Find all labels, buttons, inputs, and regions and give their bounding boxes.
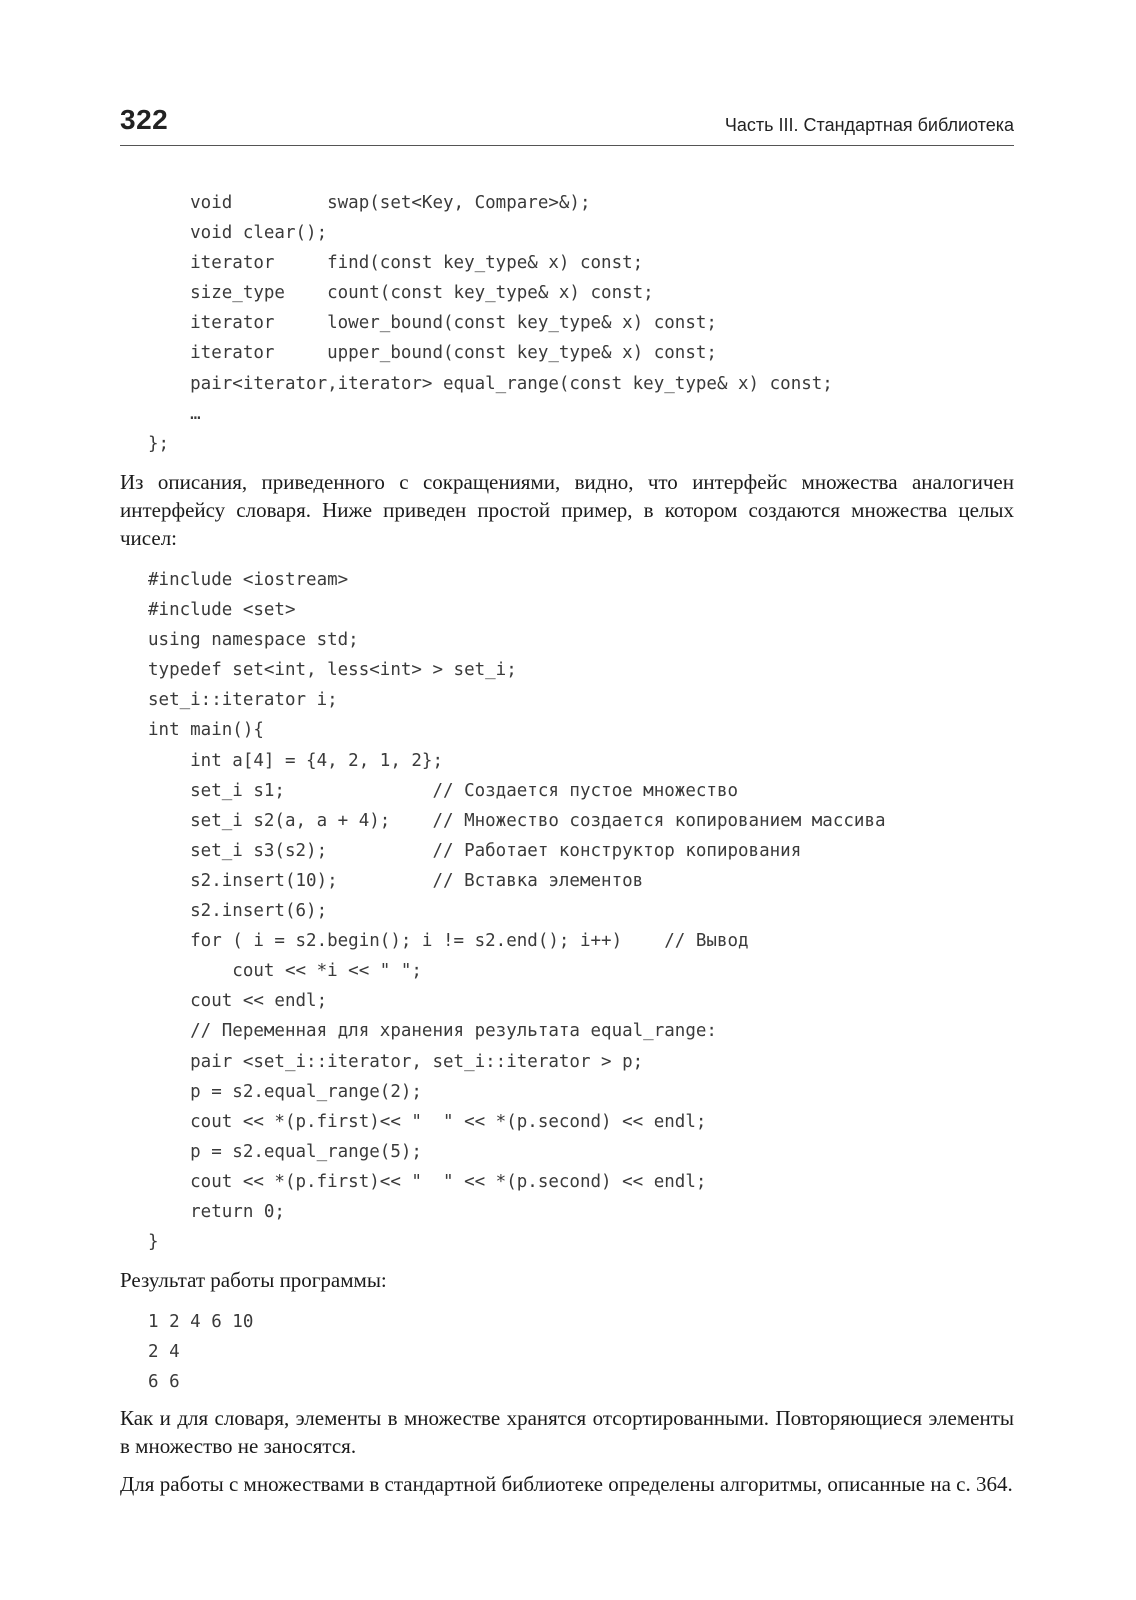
running-title: Часть III. Стандартная библиотека — [724, 115, 1014, 135]
code-block-program-output: 1 2 4 6 10 2 4 6 6 — [148, 1312, 254, 1393]
paragraph-result-label: Результат работы программы: — [120, 1268, 387, 1292]
code-block-example-program: #include <iostream> #include <set> using namespace std; typedef set<int, less<int> > set_i; set_i::iterator i; int main(){ int a[4] = {4, 2, 1, 2}; set_i s1; // Создается пустое множество set_i s2(a, a + 4); // Множество создается копированием массива set_i s3(s2); // Работает конструктор копирования s2.insert(10); // Вставка элементов s2.insert(6); for ( i = s2.begin(); i != s2.end(); i++) // Вывод cout << *i << " "; cout << endl; // Переменная для хранения результата equal_range: pair <set_i::iterator, set_i::iterator > p; p = s2.equal_range(2); cout << *(p.first)<< " " << *(p.second) << endl; p = s2.equal_range(5); cout << *(p.first)<< " " << *(p.second) << endl; return 0; } — [148, 570, 886, 1253]
header-divider — [120, 145, 1014, 146]
paragraph-algorithms-reference: Для работы с множествами в стандартной библиотеке определены алгоритмы, описанные на с. 364. — [120, 1472, 1013, 1496]
code-block-set-interface: void swap(set<Key, Compare>&); void clear(); iterator find(const key_type& x) const; size_type count(const key_type& x) const; iterator lower_bound(const key_type& x) const; iterator upper_bound(const key_type& x) const; pair<iterator,iterator> equal_range(const key_type& x) const; … }; — [148, 193, 833, 454]
page-number: 322 — [120, 104, 169, 135]
paragraph-sorted-elements: Как и для словаря, элементы в множестве хранятся отсортированными. Повторяющиеся элементы в множество не заносятся. — [120, 1406, 1014, 1458]
paragraph-intro: Из описания, приведенного с сокращениями, видно, что интерфейс множества аналогичен интерфейсу словаря. Ниже приведен простой пример, в котором создаются множества целых чисел: — [120, 470, 1014, 550]
